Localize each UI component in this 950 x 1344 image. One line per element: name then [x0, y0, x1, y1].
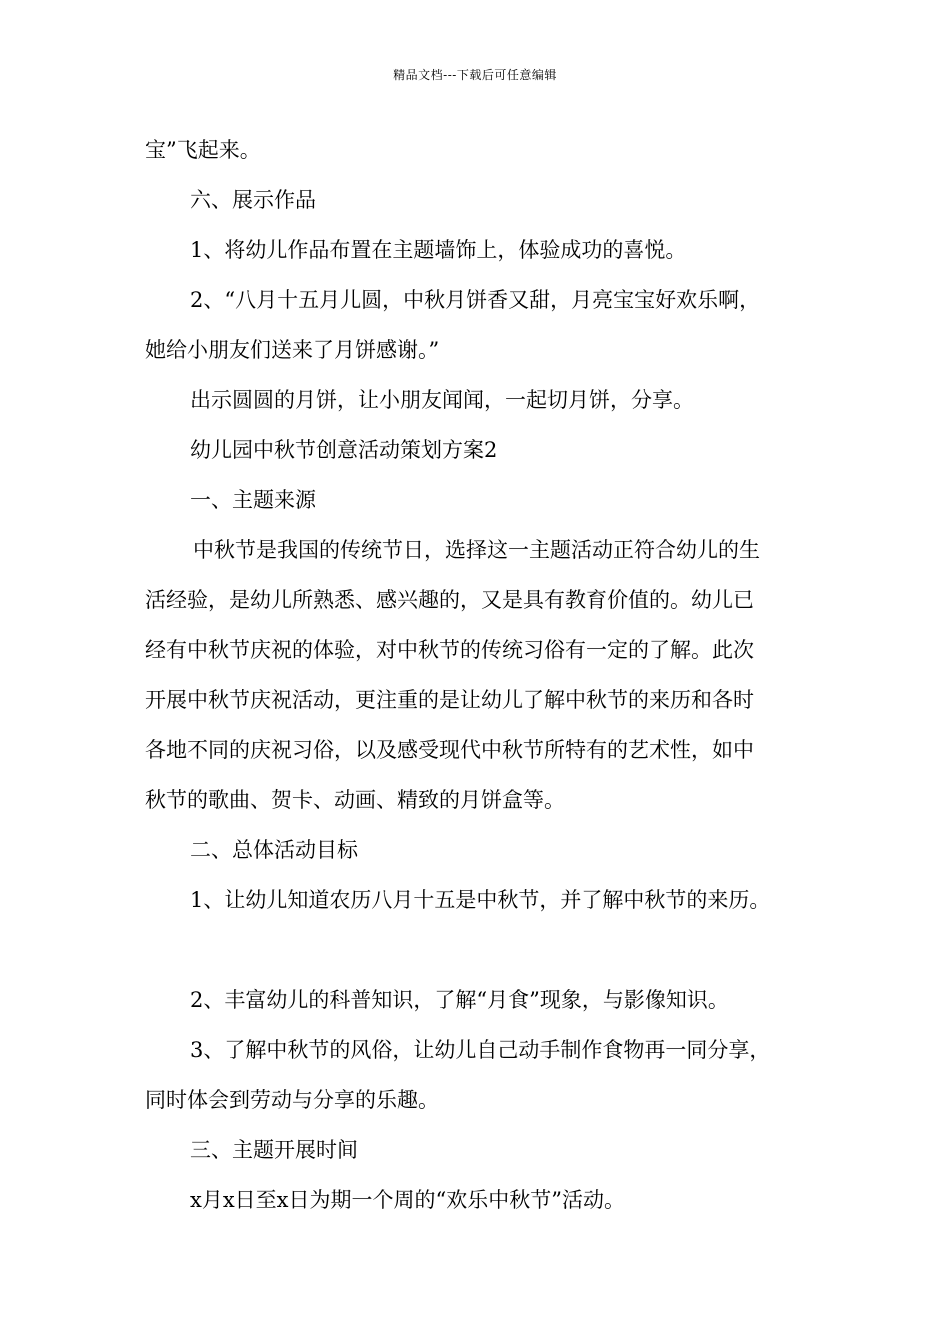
paragraph-line: 各地不同的庆祝习俗，以及感受现代中秋节所特有的艺术性，如中: [145, 738, 754, 762]
list-item: 2、丰富幼儿的科普知识，了解“月食”现象，与影像知识。: [190, 988, 729, 1012]
text-line: 她给小朋友们送来了月饼感谢。”: [145, 338, 440, 362]
section-heading-1: 一、主题来源: [190, 488, 316, 512]
list-item: 3、了解中秋节的风俗，让幼儿自己动手制作食物再一同分享，: [190, 1038, 771, 1062]
paragraph-line: 秋节的歌曲、贺卡、动画、精致的月饼盒等。: [145, 788, 565, 812]
text-line: x月x日至x日为期一个周的“欢乐中秋节”活动。: [190, 1188, 625, 1212]
document-subtitle: 幼儿园中秋节创意活动策划方案2: [190, 438, 498, 462]
text-line: 出示圆圆的月饼，让小朋友闻闻，一起切月饼，分享。: [190, 388, 694, 412]
paragraph-line: 活经验，是幼儿所熟悉、感兴趣的，又是具有教育价值的。幼儿已: [145, 588, 754, 612]
text-line: 同时体会到劳动与分享的乐趣。: [145, 1088, 439, 1112]
paragraph-line: 中秋节是我国的传统节日，选择这一主题活动正符合幼儿的生: [193, 538, 760, 562]
paragraph-line: 经有中秋节庆祝的体验，对中秋节的传统习俗有一定的了解。此次: [145, 638, 754, 662]
list-item: 1、让幼儿知道农历八月十五是中秋节，并了解中秋节的来历。: [190, 888, 771, 912]
section-heading-6: 六、展示作品: [190, 188, 316, 212]
text-line-continuation: 宝”飞起来。: [145, 138, 261, 162]
list-item: 2、“八月十五月儿圆，中秋月饼香又甜，月亮宝宝好欢乐啊，: [190, 288, 761, 312]
page-header: 精品文档---下载后可任意编辑: [393, 68, 557, 82]
list-item: 1、将幼儿作品布置在主题墙饰上，体验成功的喜悦。: [190, 238, 687, 262]
paragraph-line: 开展中秋节庆祝活动，更注重的是让幼儿了解中秋节的来历和各时: [145, 688, 754, 712]
section-heading-3: 三、主题开展时间: [190, 1138, 358, 1162]
section-heading-2: 二、总体活动目标: [190, 838, 358, 862]
